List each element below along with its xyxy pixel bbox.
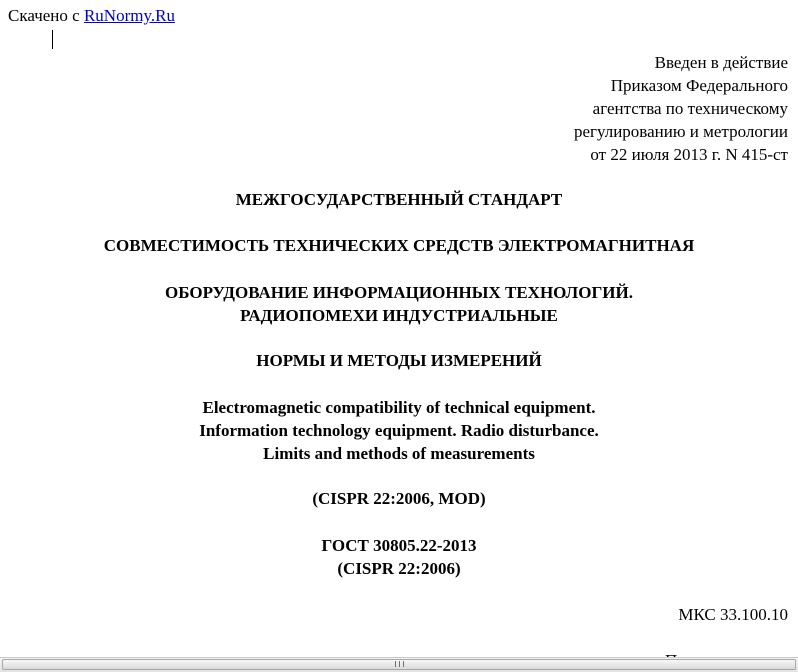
- cispr-mod-text: (CISPR 22:2006, MOD): [312, 489, 486, 508]
- cispr-mod: [0, 487, 798, 510]
- title-limits-methods-text: НОРМЫ И МЕТОДЫ ИЗМЕРЕНИЙ: [256, 351, 542, 370]
- interstate-heading: [0, 188, 798, 211]
- text-cursor: [52, 30, 53, 49]
- enactment-line: регулированию и метрологии: [573, 122, 788, 141]
- cispr-reference: (CISPR 22:2006): [337, 559, 461, 578]
- english-title-line: Electromagnetic compatibility of technical equipment.: [202, 398, 596, 417]
- mks-code: МКС 33.100.10: [678, 605, 788, 624]
- enactment-line: агентства по техническому: [592, 99, 788, 118]
- title-emc-text: СОВМЕСТИМОСТЬ ТЕХНИЧЕСКИХ СРЕДСТВ ЭЛЕКТРОМАГНИТНАЯ: [103, 236, 695, 255]
- enactment-line: Введен в действие: [654, 53, 788, 72]
- gost-designation: [0, 534, 798, 580]
- enactment-block: [574, 51, 788, 166]
- source-note: [8, 5, 175, 27]
- horizontal-scrollbar[interactable]: [0, 657, 798, 672]
- interstate-heading-text: МЕЖГОСУДАРСТВЕННЫЙ СТАНДАРТ: [235, 190, 563, 209]
- title-it-equipment: [0, 281, 798, 327]
- source-prefix: Скачено с: [8, 6, 84, 25]
- source-link[interactable]: RuNormy.Ru: [83, 6, 175, 25]
- title-limits-methods: [0, 349, 798, 372]
- enactment-line: от 22 июля 2013 г. N 415-ст: [590, 145, 788, 164]
- title-it-equipment-line1: ОБОРУДОВАНИЕ ИНФОРМАЦИОННЫХ ТЕХНОЛОГИЙ.: [165, 283, 633, 302]
- gost-number: ГОСТ 30805.22-2013: [321, 536, 477, 555]
- title-it-equipment-line2: РАДИОПОМЕХИ ИНДУСТРИАЛЬНЫЕ: [240, 306, 558, 325]
- english-title-line: Information technology equipment. Radio disturbance.: [199, 421, 599, 440]
- english-title-line: Limits and methods of measurements: [263, 444, 535, 463]
- grip-icon: [395, 661, 404, 667]
- english-title: [0, 396, 798, 465]
- enactment-line: Приказом Федерального: [610, 76, 788, 95]
- title-emc: [0, 234, 798, 257]
